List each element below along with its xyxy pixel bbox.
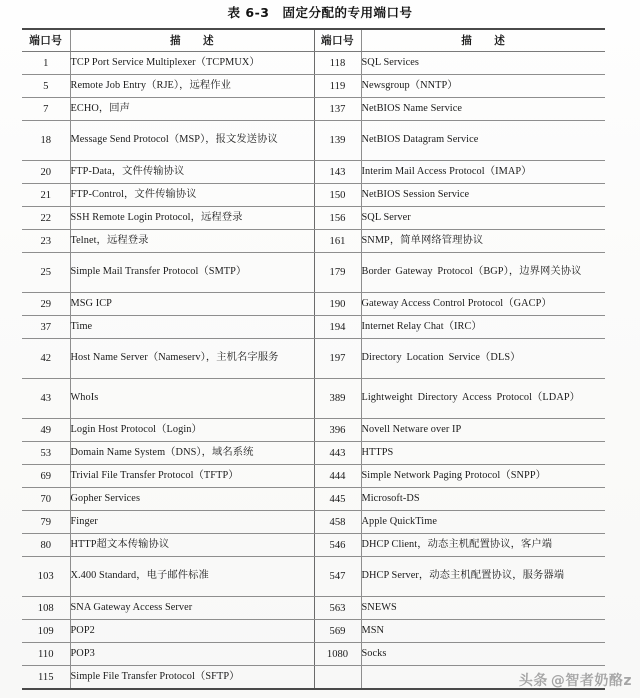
cell-port-right: 156 bbox=[314, 207, 361, 230]
cell-port-left: 22 bbox=[22, 207, 70, 230]
cell-port-right: 458 bbox=[314, 511, 361, 534]
cell-desc-right bbox=[361, 666, 605, 690]
table-header-row bbox=[22, 29, 605, 52]
table-row bbox=[22, 379, 605, 419]
cell-desc-right: Microsoft-DS bbox=[361, 488, 605, 511]
table-row bbox=[22, 293, 605, 316]
cell-port-right: 546 bbox=[314, 534, 361, 557]
cell-port-right bbox=[314, 666, 361, 690]
table-row bbox=[22, 511, 605, 534]
cell-port-left: 1 bbox=[22, 52, 70, 75]
cell-port-right: 445 bbox=[314, 488, 361, 511]
cell-desc-right: Internet Relay Chat（IRC） bbox=[361, 316, 605, 339]
cell-desc-left: Message Send Protocol（MSP），报文发送协议 bbox=[70, 121, 314, 161]
cell-port-left: 53 bbox=[22, 442, 70, 465]
cell-port-left: 43 bbox=[22, 379, 70, 419]
cell-port-left: 29 bbox=[22, 293, 70, 316]
cell-port-right: 563 bbox=[314, 597, 361, 620]
cell-desc-left: FTP-Data，文件传输协议 bbox=[70, 161, 314, 184]
cell-port-left: 69 bbox=[22, 465, 70, 488]
watermark-handle: @智者奶酪z bbox=[550, 673, 632, 689]
cell-port-right: 139 bbox=[314, 121, 361, 161]
cell-desc-left: Simple File Transfer Protocol（SFTP） bbox=[70, 666, 314, 690]
cell-port-right: 150 bbox=[314, 184, 361, 207]
cell-desc-left: Trivial File Transfer Protocol（TFTP） bbox=[70, 465, 314, 488]
cell-port-left: 109 bbox=[22, 620, 70, 643]
table-row bbox=[22, 534, 605, 557]
cell-desc-right: Interim Mail Access Protocol（IMAP） bbox=[361, 161, 605, 184]
cell-desc-right: Directory Location Service（DLS） bbox=[361, 339, 605, 379]
cell-desc-right: SQL Services bbox=[361, 52, 605, 75]
cell-port-left: 115 bbox=[22, 666, 70, 690]
table-row bbox=[22, 75, 605, 98]
cell-desc-left: Time bbox=[70, 316, 314, 339]
cell-port-right: 190 bbox=[314, 293, 361, 316]
column-header-port-left: 端口号 bbox=[22, 29, 70, 52]
cell-desc-right: Apple QuickTime bbox=[361, 511, 605, 534]
cell-port-right: 444 bbox=[314, 465, 361, 488]
cell-desc-right: NetBIOS Name Service bbox=[361, 98, 605, 121]
table-row bbox=[22, 620, 605, 643]
cell-desc-right: SNMP，简单网络管理协议 bbox=[361, 230, 605, 253]
cell-port-left: 21 bbox=[22, 184, 70, 207]
table-row bbox=[22, 597, 605, 620]
cell-desc-left: POP2 bbox=[70, 620, 314, 643]
cell-port-left: 49 bbox=[22, 419, 70, 442]
cell-port-left: 7 bbox=[22, 98, 70, 121]
cell-desc-left: Finger bbox=[70, 511, 314, 534]
cell-port-right: 1080 bbox=[314, 643, 361, 666]
cell-desc-right: Lightweight Directory Access Protocol（LDAP） bbox=[361, 379, 605, 419]
cell-desc-left: HTTP超文本传输协议 bbox=[70, 534, 314, 557]
cell-desc-left: X.400 Standard，电子邮件标准 bbox=[70, 557, 314, 597]
cell-port-left: 103 bbox=[22, 557, 70, 597]
table-row bbox=[22, 184, 605, 207]
port-table-container bbox=[22, 28, 605, 690]
cell-port-right: 396 bbox=[314, 419, 361, 442]
cell-port-right: 547 bbox=[314, 557, 361, 597]
cell-desc-right: HTTPS bbox=[361, 442, 605, 465]
cell-desc-left: WhoIs bbox=[70, 379, 314, 419]
cell-desc-left: SSH Remote Login Protocol，远程登录 bbox=[70, 207, 314, 230]
table-row bbox=[22, 419, 605, 442]
cell-port-right: 143 bbox=[314, 161, 361, 184]
table-row bbox=[22, 253, 605, 293]
cell-desc-left: Remote Job Entry（RJE），远程作业 bbox=[70, 75, 314, 98]
cell-port-left: 18 bbox=[22, 121, 70, 161]
table-row bbox=[22, 230, 605, 253]
table-row bbox=[22, 643, 605, 666]
cell-desc-left: TCP Port Service Multiplexer（TCPMUX） bbox=[70, 52, 314, 75]
table-row bbox=[22, 52, 605, 75]
cell-port-right: 118 bbox=[314, 52, 361, 75]
cell-desc-left: Host Name Server（Nameserv），主机名字服务 bbox=[70, 339, 314, 379]
cell-port-left: 108 bbox=[22, 597, 70, 620]
cell-port-left: 20 bbox=[22, 161, 70, 184]
cell-desc-left: Telnet，远程登录 bbox=[70, 230, 314, 253]
table-row bbox=[22, 666, 605, 690]
cell-desc-left: FTP-Control，文件传输协议 bbox=[70, 184, 314, 207]
cell-port-left: 110 bbox=[22, 643, 70, 666]
cell-port-left: 80 bbox=[22, 534, 70, 557]
table-caption: 表 6-3 固定分配的专用端口号 bbox=[227, 5, 413, 20]
cell-desc-right: NetBIOS Session Service bbox=[361, 184, 605, 207]
cell-port-right: 194 bbox=[314, 316, 361, 339]
table-body bbox=[22, 52, 605, 690]
cell-desc-left: Gopher Services bbox=[70, 488, 314, 511]
table-row bbox=[22, 161, 605, 184]
cell-desc-left: Simple Mail Transfer Protocol（SMTP） bbox=[70, 253, 314, 293]
table-row bbox=[22, 316, 605, 339]
cell-port-right: 197 bbox=[314, 339, 361, 379]
cell-desc-right: Newsgroup（NNTP） bbox=[361, 75, 605, 98]
cell-port-left: 23 bbox=[22, 230, 70, 253]
cell-port-right: 179 bbox=[314, 253, 361, 293]
cell-desc-left: Domain Name System（DNS），域名系统 bbox=[70, 442, 314, 465]
cell-port-right: 569 bbox=[314, 620, 361, 643]
table-header bbox=[22, 29, 605, 52]
table-row bbox=[22, 557, 605, 597]
cell-desc-left: MSG ICP bbox=[70, 293, 314, 316]
column-header-desc-right: 描 述 bbox=[361, 29, 605, 52]
cell-port-left: 37 bbox=[22, 316, 70, 339]
cell-desc-right: Gateway Access Control Protocol（GACP） bbox=[361, 293, 605, 316]
cell-port-left: 5 bbox=[22, 75, 70, 98]
cell-desc-left: SNA Gateway Access Server bbox=[70, 597, 314, 620]
table-row bbox=[22, 442, 605, 465]
cell-desc-left: POP3 bbox=[70, 643, 314, 666]
cell-port-right: 443 bbox=[314, 442, 361, 465]
cell-desc-left: ECHO，回声 bbox=[70, 98, 314, 121]
cell-desc-right: Socks bbox=[361, 643, 605, 666]
cell-desc-right: DHCP Client，动态主机配置协议，客户端 bbox=[361, 534, 605, 557]
table-row bbox=[22, 465, 605, 488]
column-header-port-right: 端口号 bbox=[314, 29, 361, 52]
table-row bbox=[22, 121, 605, 161]
cell-port-right: 389 bbox=[314, 379, 361, 419]
cell-port-right: 119 bbox=[314, 75, 361, 98]
cell-port-left: 42 bbox=[22, 339, 70, 379]
table-row bbox=[22, 207, 605, 230]
cell-desc-right: DHCP Server，动态主机配置协议，服务器端 bbox=[361, 557, 605, 597]
cell-desc-right: MSN bbox=[361, 620, 605, 643]
table-row bbox=[22, 339, 605, 379]
fixed-port-number-table bbox=[22, 28, 605, 690]
cell-desc-right: SNEWS bbox=[361, 597, 605, 620]
table-row bbox=[22, 98, 605, 121]
cell-desc-right: Simple Network Paging Protocol（SNPP） bbox=[361, 465, 605, 488]
cell-port-right: 137 bbox=[314, 98, 361, 121]
table-row bbox=[22, 488, 605, 511]
cell-desc-right: NetBIOS Datagram Service bbox=[361, 121, 605, 161]
cell-desc-right: SQL Server bbox=[361, 207, 605, 230]
column-header-desc-left: 描 述 bbox=[70, 29, 314, 52]
cell-port-left: 79 bbox=[22, 511, 70, 534]
cell-port-right: 161 bbox=[314, 230, 361, 253]
cell-port-left: 70 bbox=[22, 488, 70, 511]
cell-desc-right: Novell Netware over IP bbox=[361, 419, 605, 442]
cell-desc-left: Login Host Protocol（Login） bbox=[70, 419, 314, 442]
cell-desc-right: Border Gateway Protocol（BGP），边界网关协议 bbox=[361, 253, 605, 293]
cell-port-left: 25 bbox=[22, 253, 70, 293]
watermark-logo-text: 头条 bbox=[518, 673, 548, 689]
